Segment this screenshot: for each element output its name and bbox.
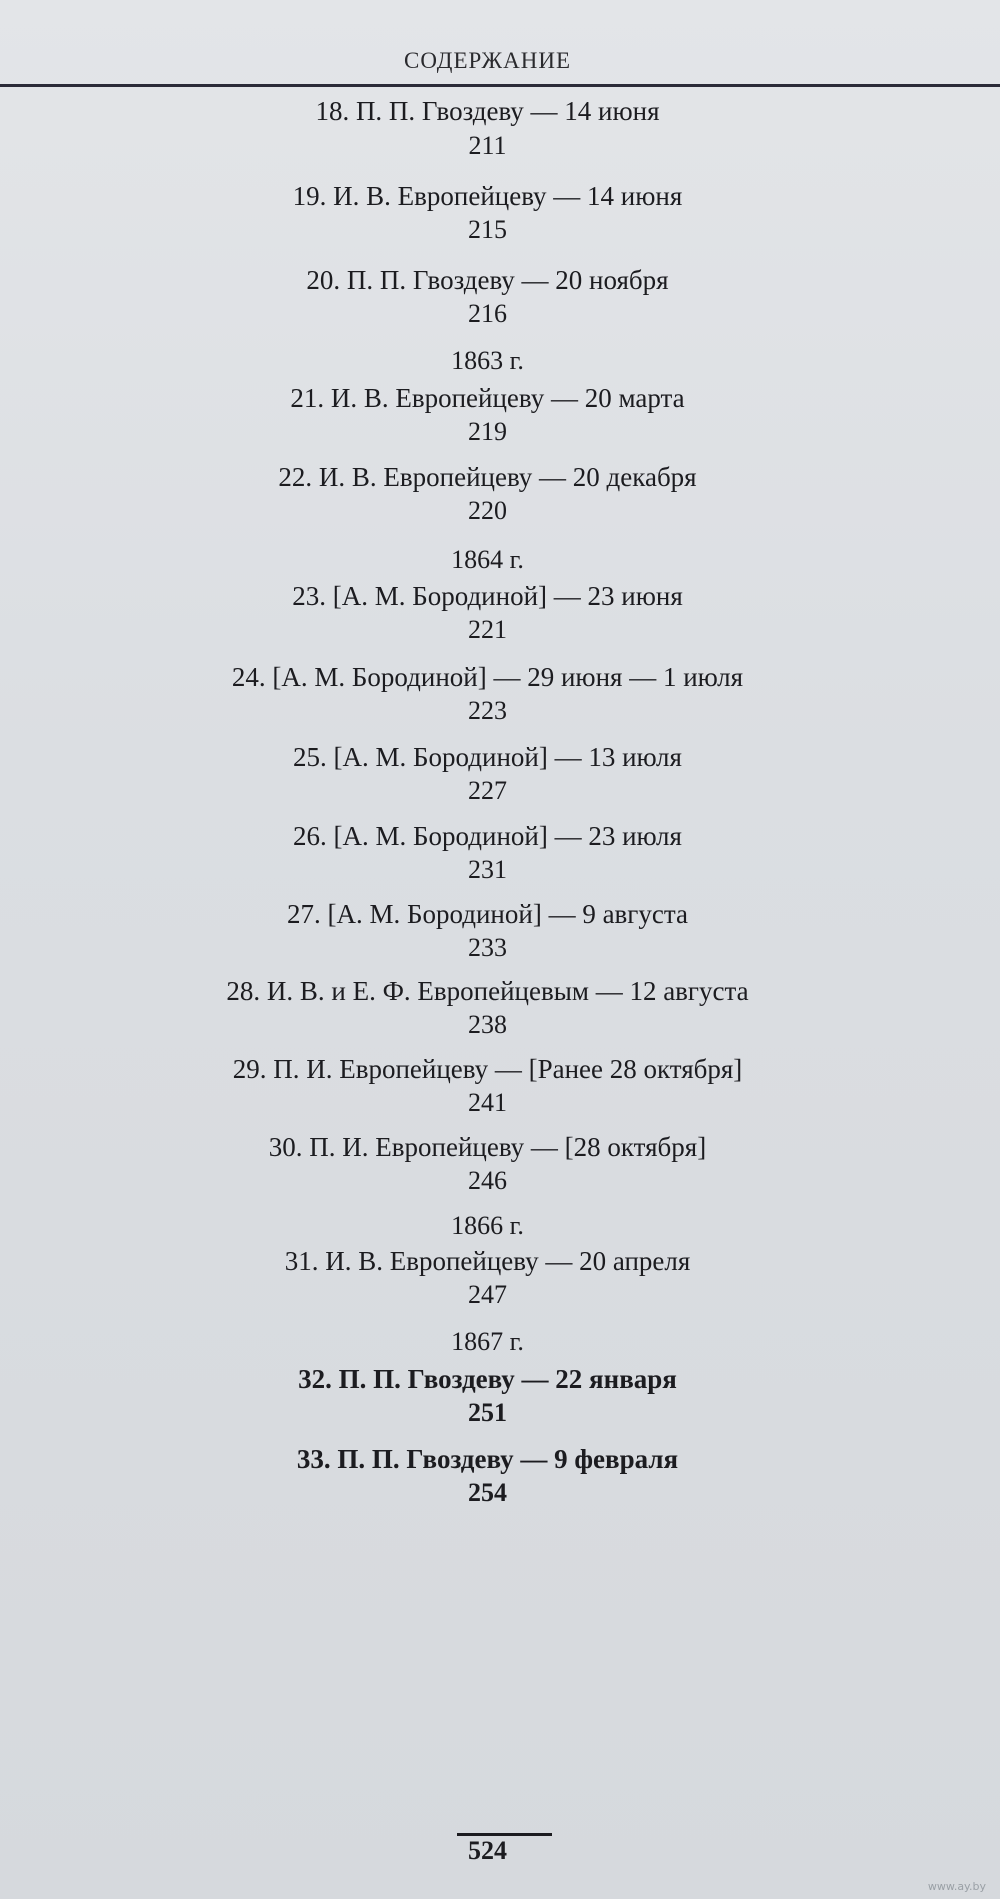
year-heading-1863: 1863 г.	[451, 346, 524, 375]
entry-24-page: 223	[468, 696, 507, 725]
entry-22-title: 22. И. В. Европейцеву — 20 декабря	[278, 462, 697, 492]
year-heading-1864: 1864 г.	[451, 545, 524, 574]
entry-23-title: 23. [А. М. Бородиной] — 23 июня	[292, 581, 683, 611]
entry-33-page: 254	[468, 1478, 507, 1507]
entry-26-title: 26. [А. М. Бородиной] — 23 июля	[293, 821, 682, 851]
entry-24-title: 24. [А. М. Бородиной] — 29 июня — 1 июля	[231, 662, 744, 692]
entry-32-page: 251	[468, 1398, 507, 1427]
entry-29-title: 29. П. И. Европейцеву — [Ранее 28 октября]	[232, 1054, 743, 1084]
entry-30-page: 246	[468, 1166, 507, 1195]
entry-25-page: 227	[468, 776, 507, 805]
entry-20-page: 216	[468, 299, 507, 328]
entry-28-title: 28. И. В. и Е. Ф. Европейцевым — 12 августа	[226, 976, 749, 1006]
entry-21-title: 21. И. В. Европейцеву — 20 марта	[290, 383, 685, 413]
entry-20-title: 20. П. П. Гвоздеву — 20 ноября	[306, 265, 669, 295]
entry-19-page: 215	[468, 215, 507, 244]
entry-23-page: 221	[468, 615, 507, 644]
entry-32-title: 32. П. П. Гвоздеву — 22 января	[298, 1364, 677, 1394]
entry-28-page: 238	[468, 1010, 507, 1039]
entry-25-title: 25. [А. М. Бородиной] — 13 июля	[293, 742, 682, 772]
entry-19-title: 19. И. В. Европейцеву — 14 июня	[292, 181, 683, 211]
page-number: 524	[468, 1836, 507, 1865]
entry-26-page: 231	[468, 855, 507, 884]
entry-31-page: 247	[468, 1280, 507, 1309]
year-heading-1867: 1867 г.	[451, 1327, 524, 1356]
entry-31-title: 31. И. В. Европейцеву — 20 апреля	[284, 1246, 691, 1276]
entry-30-title: 30. П. И. Европейцеву — [28 октября]	[268, 1132, 707, 1162]
entry-27-page: 233	[468, 933, 507, 962]
entry-27-title: 27. [А. М. Бородиной] — 9 августа	[287, 899, 688, 929]
entry-33-title: 33. П. П. Гвоздеву — 9 февраля	[296, 1444, 679, 1474]
year-heading-1866: 1866 г.	[451, 1211, 524, 1240]
entry-29-page: 241	[468, 1088, 507, 1117]
watermark: www.ay.by	[927, 1880, 986, 1893]
running-head: СОДЕРЖАНИЕ	[403, 48, 571, 73]
entry-18-title: 18. П. П. Гвоздеву — 14 июня	[315, 96, 660, 126]
entry-22-page: 220	[468, 496, 507, 525]
entry-18-page: 211	[468, 131, 507, 160]
entry-21-page: 219	[468, 417, 507, 446]
